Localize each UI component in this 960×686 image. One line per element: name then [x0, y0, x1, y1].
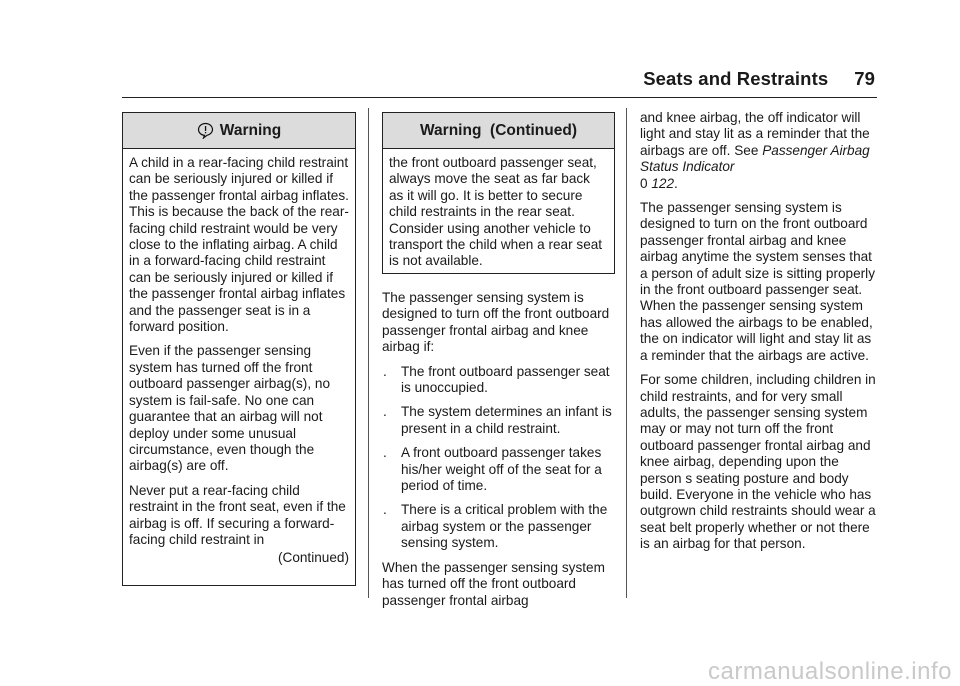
bullet-mark: .: [383, 502, 387, 518]
indicator-paragraph: [640, 110, 876, 192]
warning-continued-paragraph: the front outboard passenger seat, always move the seat as far back as it will go. It is better to secure child restraints in the rear seat. Consider using another vehicle to transport the child when a rear seat is not available.: [389, 155, 603, 269]
warning-continued-header: Warning (Continued): [383, 113, 614, 149]
warning-title: Warning: [219, 122, 282, 139]
bullet-mark: .: [383, 404, 387, 420]
warning-box-body: [123, 149, 355, 569]
warning-paragraph: Never put a rear-facing child restraint in the front seat, even if the airbag is off. If securing a forward-facing child restraint in: [129, 482, 346, 547]
cross-reference-link[interactable]: Passenger Airbag Status Indicator: [640, 142, 870, 175]
list-item: [382, 502, 614, 551]
page-reference[interactable]: 122: [651, 175, 675, 191]
warning-paragraph: A child in a rear-facing child restraint can be seriously injured or killed if the passenger frontal airbag inflates. This is because the back of the rear-facing child restraint would be very close to the inflating airbag. A child in a forward-facing child restraint can be seriously injured or killed if the passenger frontal airbag inflates and the passenger seat is in a forward position.: [129, 155, 349, 335]
middle-column: [382, 290, 614, 617]
indicator-text: and knee airbag, the off indicator will light and stay lit as a reminder that the airbags are off. See: [640, 110, 870, 158]
right-column: [640, 110, 876, 561]
bullet-mark: .: [383, 363, 387, 379]
section-title: Seats and Restraints: [643, 68, 829, 89]
warning-paragraph: Even if the passenger sensing system has turned off the front outboard passenger airbag(s), no system is fail-safe. No one can guarantee that an airbag will not deploy under some unusual circumstance, even though the airbag(s) are off.: [129, 343, 331, 474]
continued-label: (Continued): [277, 550, 349, 566]
header-rule: [122, 97, 877, 98]
column-divider-left: [368, 108, 369, 598]
warning-continued-box: [382, 112, 615, 274]
list-item-text: A front outboard passenger takes his/her weight off of the seat for a period of time.: [401, 445, 602, 494]
list-item-text: There is a critical problem with the airbag system or the passenger sensing system.: [401, 502, 608, 551]
list-item-text: The front outboard passenger seat is unoccupied.: [401, 363, 610, 396]
page-ref-icon: 0: [640, 175, 648, 191]
warning-icon: [197, 122, 220, 139]
children-paragraph: For some children, including children in child restraints, and for very small adults, the passenger sensing system may or may not turn off the front outboard passenger frontal airbag and knee airbag, depending upon the person s seating posture and body build. Everyone in the vehicle who has outgrown child restraints should wear a seat belt properly whether or not there is an airbag for that person.: [640, 372, 876, 552]
intro-paragraph: The passenger sensing system is designed to turn off the front outboard passenger frontal airbag and knee airbag if:: [382, 290, 610, 355]
list-item: [382, 404, 614, 437]
condition-list: [382, 364, 614, 552]
sentence-end: .: [674, 175, 678, 191]
page-header: [0, 68, 875, 90]
list-item-text: The system determines an infant is present in a child restraint.: [401, 404, 612, 436]
bullet-mark: .: [383, 445, 387, 461]
warning-box: [122, 112, 356, 586]
list-item: [382, 445, 614, 494]
watermark: carmanualsonline.info: [708, 658, 952, 685]
list-item: [382, 364, 614, 397]
warning-continued-body: [383, 149, 614, 270]
closing-paragraph: When the passenger sensing system has turned off the front outboard passenger frontal airbag: [382, 559, 605, 608]
enable-paragraph: The passenger sensing system is designed to turn on the front outboard passenger frontal airbag and knee airbag anytime the system senses that a person of adult size is sitting properly in the front outboard passenger seat. When the passenger sensing system has allowed the airbags to be enabled, the on indicator will light and stay lit as a reminder that the airbags are active.: [640, 200, 875, 363]
warning-box-header: [123, 113, 355, 149]
column-divider-right: [626, 108, 627, 598]
page-number: 79: [854, 68, 875, 89]
